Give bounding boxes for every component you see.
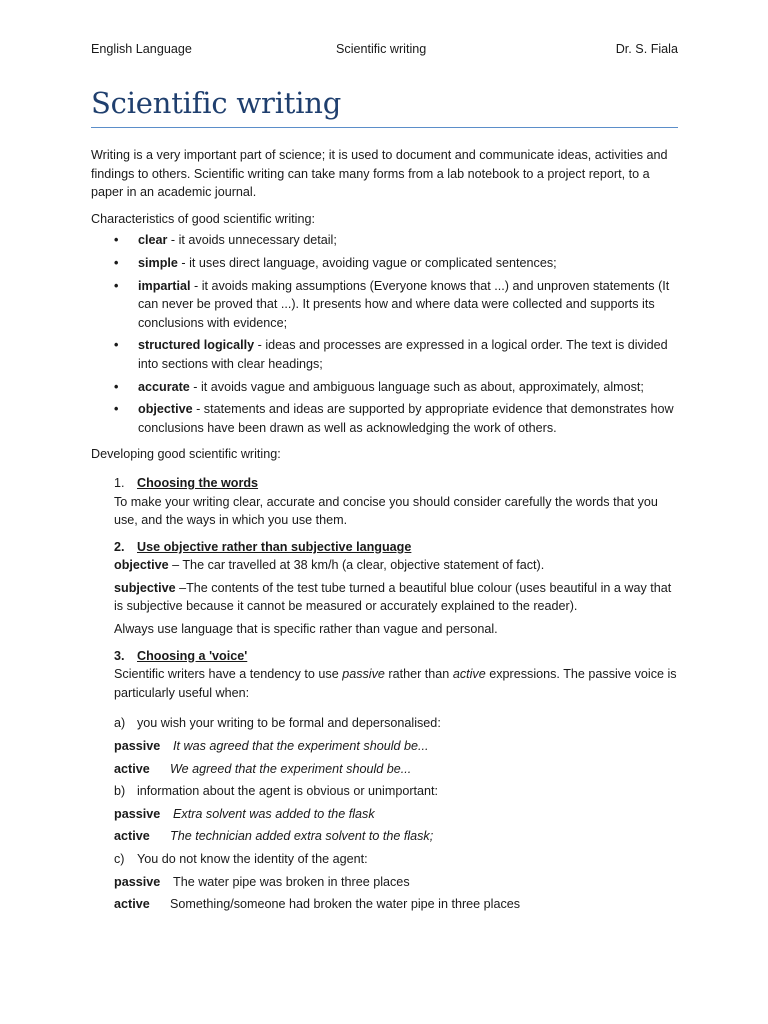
active-example-text: Something/someone had broken the water pipe in three places — [170, 897, 521, 912]
case-text: you wish your writing to be formal and depersonalised: — [137, 716, 441, 731]
active-label: active — [114, 829, 150, 844]
passive-example-text: The water pipe was broken in three places — [173, 874, 410, 889]
case-text: You do not know the identity of the agent: — [137, 852, 368, 866]
passive-example — [114, 873, 681, 892]
active-example-text: We agreed that the experiment should be... — [170, 761, 412, 776]
list-item — [91, 378, 681, 397]
voice-intro-text: expressions. The passive voice is particularly useful when: — [114, 667, 677, 700]
section-objective-language — [91, 538, 681, 639]
characteristic-text: - it avoids unnecessary detail; — [167, 233, 337, 248]
characteristic-text: - ideas and processes are expressed in a logical order. The text is divided into sections with clear headings; — [138, 338, 668, 371]
list-item — [91, 231, 681, 250]
case-text: information about the agent is obvious or unimportant: — [137, 784, 439, 799]
section-closing: Always use language that is specific rather than vague and personal. — [114, 622, 498, 637]
list-item — [91, 254, 681, 273]
case-condition — [114, 782, 681, 801]
characteristic-term: objective — [138, 402, 193, 417]
passive-example — [114, 737, 681, 756]
passive-example-text: Extra solvent was added to the flask — [173, 806, 375, 821]
characteristic-term: accurate — [138, 379, 190, 394]
passive-example — [114, 805, 681, 824]
voice-intro-text: rather than — [384, 667, 453, 682]
characteristic-text: - it avoids vague and ambiguous language such as about, approximately, almost; — [189, 379, 644, 394]
document-body — [91, 146, 681, 922]
active-example — [114, 827, 681, 846]
list-item — [91, 336, 681, 373]
active-label: active — [114, 897, 150, 912]
active-label: active — [114, 761, 150, 776]
section-body: To make your writing clear, accurate and concise you should consider carefully the words that you use, and the ways in which you use them. — [114, 494, 658, 528]
bullet-icon: • — [114, 402, 119, 417]
bullet-icon: • — [114, 233, 119, 248]
section-choosing-words — [91, 474, 681, 530]
active-example — [114, 895, 681, 914]
section-heading — [114, 474, 681, 493]
bullet-icon: • — [114, 379, 119, 394]
case-letter: a) — [114, 716, 126, 731]
section-choosing-voice — [91, 647, 681, 914]
characteristic-term: impartial — [138, 278, 191, 293]
page-title: Scientific writing — [91, 86, 342, 120]
list-item — [91, 400, 681, 437]
subjective-example — [114, 579, 681, 616]
case-letter: c) — [114, 852, 125, 866]
passive-label: passive — [114, 806, 161, 821]
characteristic-term: clear — [138, 233, 168, 248]
subjective-label: subjective — [114, 580, 176, 595]
section-title: Choosing the words — [137, 475, 259, 490]
bullet-icon: • — [114, 338, 119, 353]
characteristic-term: simple — [138, 255, 178, 270]
passive-example-text: It was agreed that the experiment should be... — [173, 739, 429, 754]
characteristics-heading: Characteristics of good scientific writing: — [91, 211, 315, 226]
header-author: Dr. S. Fiala — [615, 42, 678, 56]
section-heading — [114, 647, 681, 666]
objective-example — [114, 556, 681, 575]
list-item — [91, 277, 681, 333]
bullet-icon: • — [114, 255, 119, 270]
page-header — [91, 42, 678, 60]
intro-paragraph: Writing is a very important part of science; it is used to document and communicate ideas, activities and findings to others. Scientific writing can take many forms from a lab notebook to a project report, to a paper in an academic journal. — [91, 148, 668, 200]
voice-intro — [114, 665, 681, 702]
section-number: 3. — [114, 648, 125, 663]
voice-intro-passive: passive — [342, 667, 385, 682]
section-title: Choosing a 'voice' — [137, 648, 248, 663]
section-number: 2. — [114, 539, 125, 554]
developing-heading: Developing good scientific writing: — [91, 447, 281, 462]
characteristic-term: structured logically — [138, 338, 255, 353]
header-topic: Scientific writing — [336, 42, 427, 56]
characteristic-text: - statements and ideas are supported by appropriate evidence that demonstrates how conclusions have been drawn as well as acknowledging the work of others. — [138, 402, 674, 435]
characteristic-text: - it uses direct language, avoiding vague or complicated sentences; — [177, 255, 557, 270]
voice-intro-active: active — [452, 667, 486, 682]
section-title: Use objective rather than subjective language — [137, 539, 412, 554]
case-condition — [114, 714, 681, 733]
passive-label: passive — [114, 874, 161, 889]
objective-text: – The car travelled at 38 km/h (a clear, objective statement of fact). — [168, 558, 545, 573]
section-heading — [114, 538, 681, 557]
case-letter: b) — [114, 784, 126, 799]
case-condition — [114, 850, 681, 869]
active-example — [114, 760, 681, 779]
active-example-text: The technician added extra solvent to the flask; — [170, 829, 434, 844]
voice-intro-text: Scientific writers have a tendency to use — [114, 667, 343, 682]
characteristic-text: - it avoids making assumptions (Everyone knows that ...) and unproven statements (It can never be proved that ...). It presents how and where data were collected and supports its conclusions with evidence; — [138, 278, 670, 330]
bullet-icon: • — [114, 278, 119, 293]
objective-label: objective — [114, 558, 169, 573]
header-course: English Language — [91, 42, 192, 56]
characteristics-list — [91, 231, 681, 437]
section-number: 1. — [114, 475, 125, 490]
title-divider — [91, 127, 678, 128]
passive-label: passive — [114, 739, 161, 754]
subjective-text: –The contents of the test tube turned a beautiful blue colour (uses beautiful in a way that is subjective because it cannot be measured or accurately explained to the reader). — [114, 580, 672, 614]
